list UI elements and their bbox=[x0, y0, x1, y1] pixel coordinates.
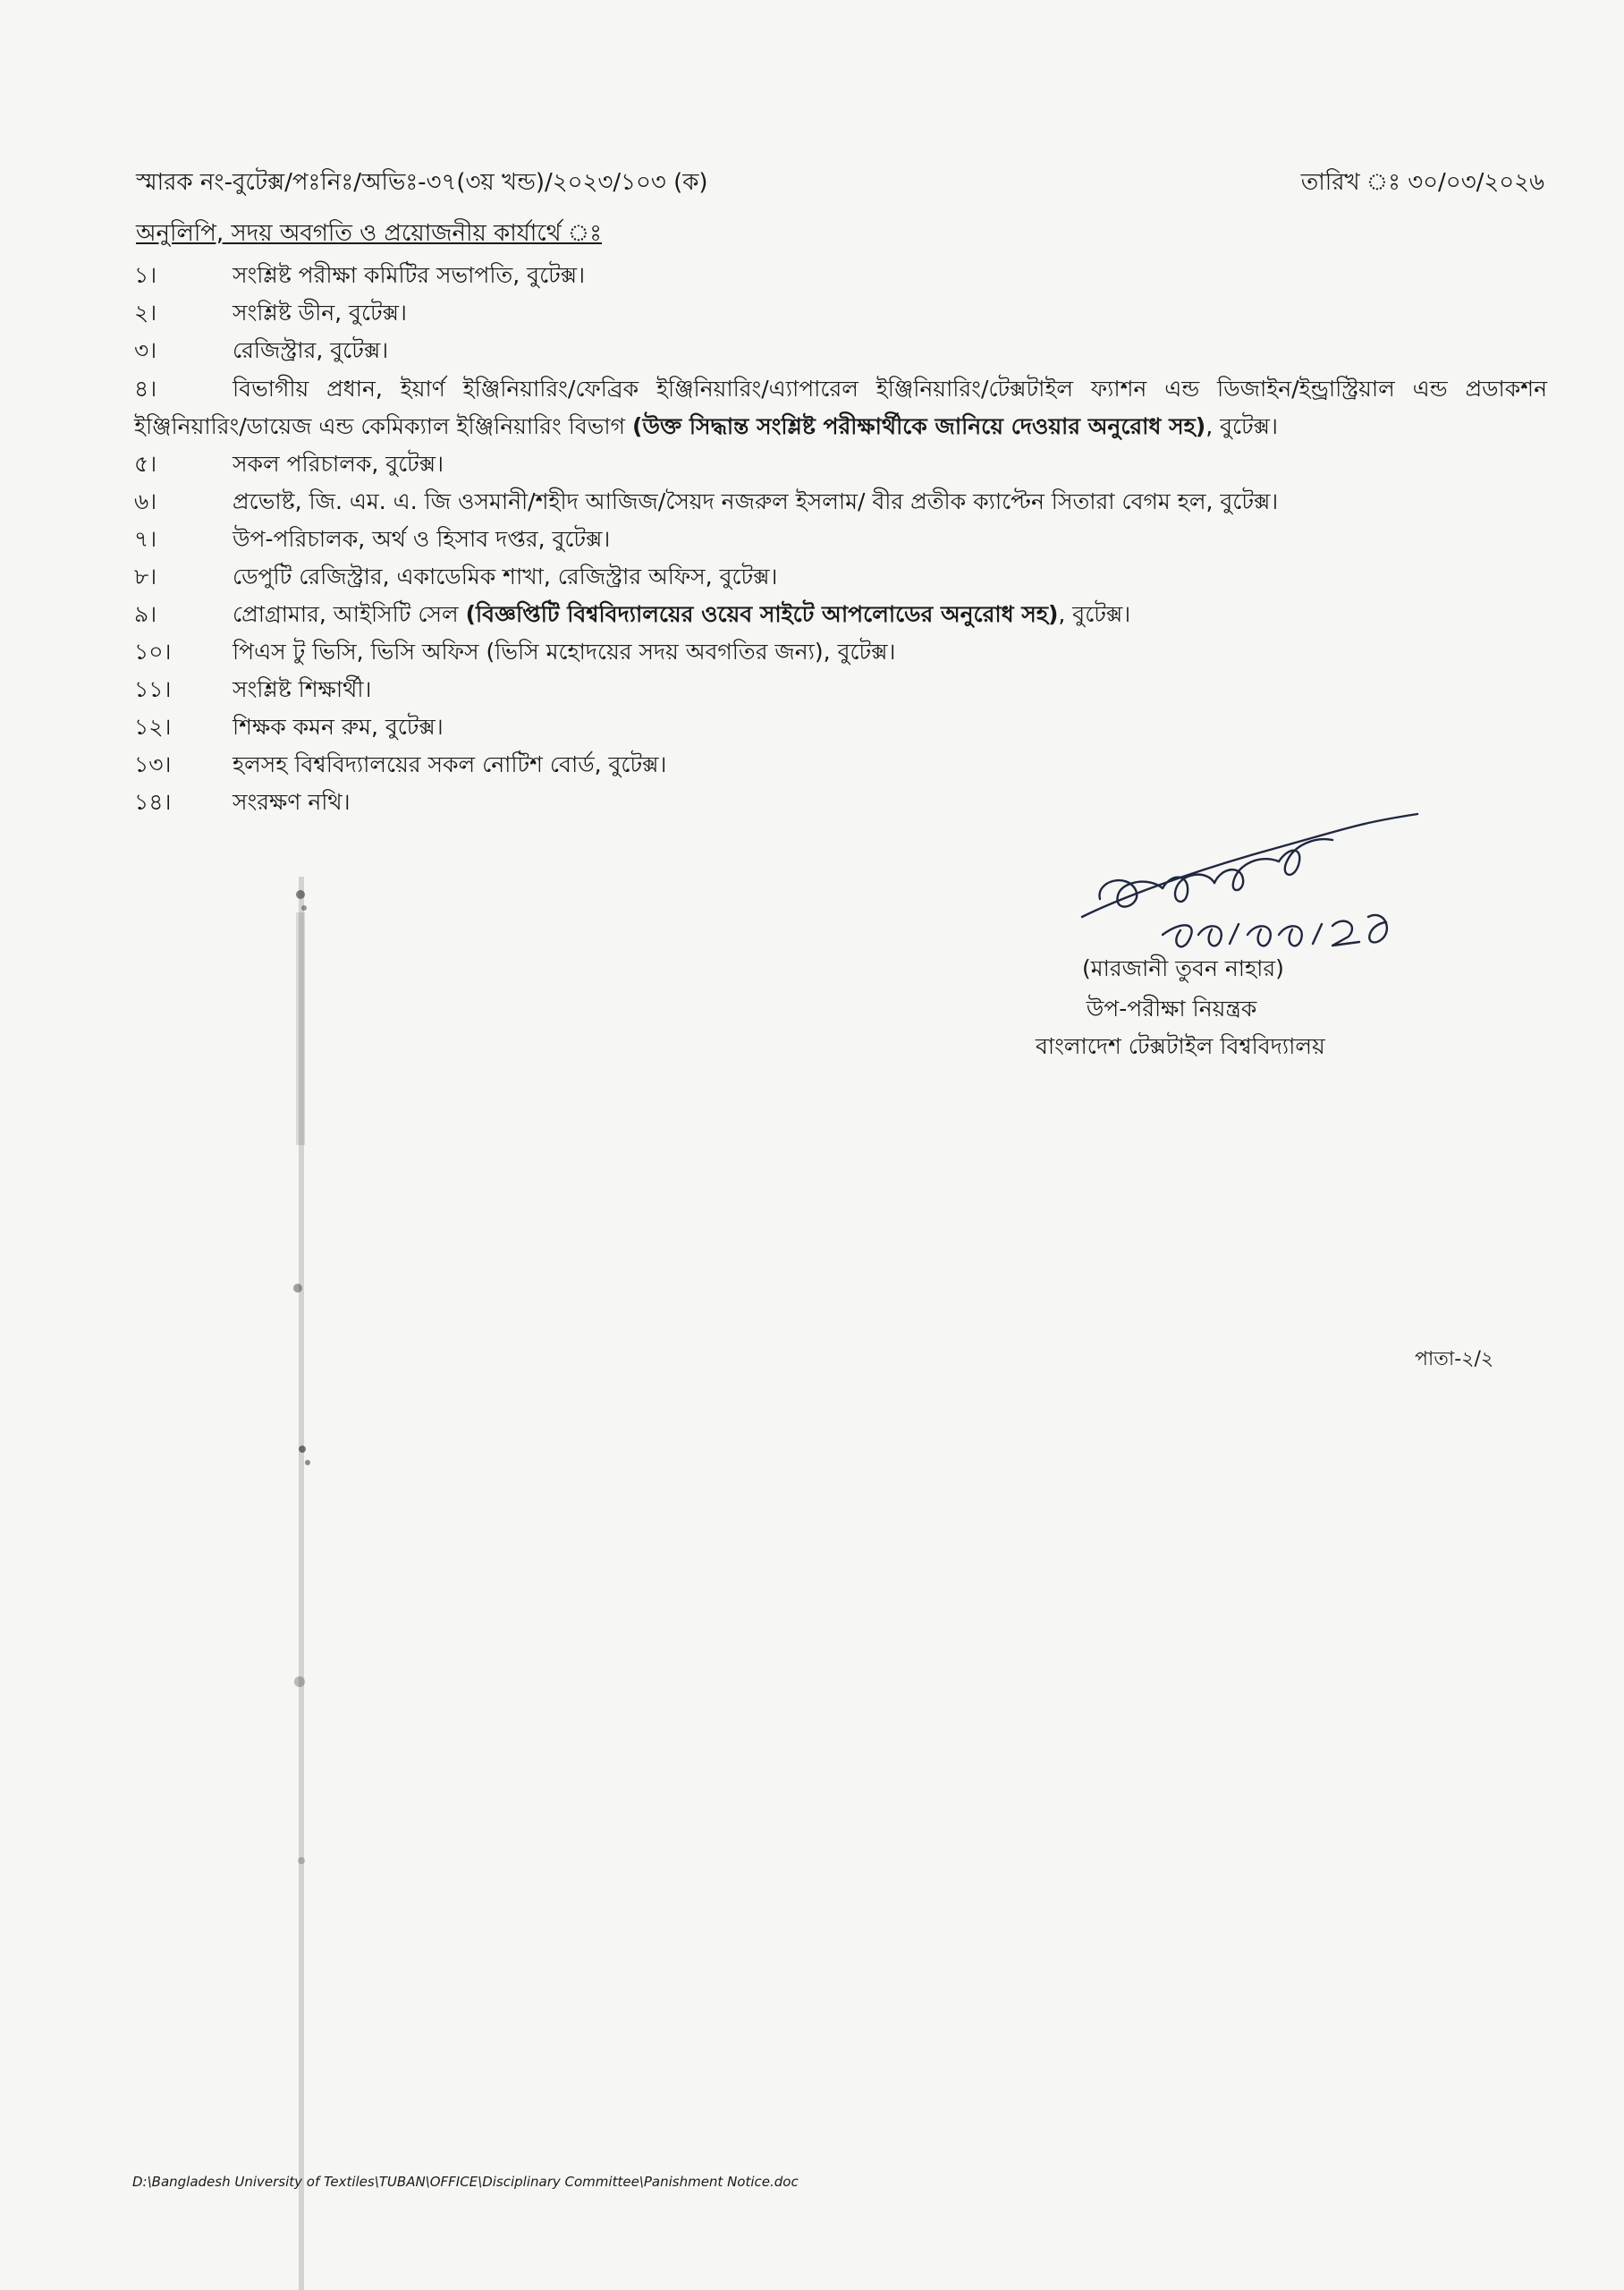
page-number: পাতা-২/২ bbox=[1415, 1348, 1494, 1370]
memo-date: তারিখ ঃ ৩০/০৩/২০২৬ bbox=[1300, 169, 1544, 196]
item-text: সংশ্লিষ্ট পরীক্ষা কমিটির সভাপতি, বুটেক্স। bbox=[233, 262, 586, 288]
item-text: শিক্ষক কমন রুম, বুটেক্স। bbox=[233, 714, 444, 740]
item-number: ৬। bbox=[134, 488, 157, 514]
item-number: ১। bbox=[134, 262, 157, 288]
list-item bbox=[134, 484, 1547, 521]
list-item bbox=[134, 295, 1547, 332]
list-item bbox=[134, 709, 1547, 746]
item-text: পিএস টু ভিসি, ভিসি অফিস (ভিসি মহোদয়ের সদয় অবগতির জন্য), বুটেক্স। bbox=[233, 639, 896, 665]
item-number: ১৪। bbox=[134, 789, 172, 815]
signatory-name: (মারজানী তুবন নাহার) bbox=[1082, 955, 1284, 981]
item-number: ৯। bbox=[134, 601, 157, 627]
list-item bbox=[134, 370, 1547, 445]
copy-to-heading: অনুলিপি, সদয় অবগতি ও প্রয়োজনীয় কার্যার্থে ঃ bbox=[136, 220, 602, 247]
item-text-bold: (বিজ্ঞপ্তিটি বিশ্ববিদ্যালয়ের ওয়েব সাইটে আপলোডের অনুরোধ সহ) bbox=[465, 601, 1059, 627]
list-item bbox=[134, 634, 1547, 671]
item-text: সংশ্লিষ্ট ডীন, বুটেক্স। bbox=[233, 300, 407, 326]
list-item bbox=[134, 672, 1547, 708]
list-item bbox=[134, 747, 1547, 784]
item-text: প্রভোষ্ট, জি. এম. এ. জি ওসমানী/শহীদ আজিজ/সৈয়দ নজরুল ইসলাম/ বীর প্রতীক ক্যাপ্টেন সিতারা বেগম হল, বুটেক্স। bbox=[233, 488, 1279, 514]
signatory-title: উপ-পরীক্ষা নিয়ন্ত্রক bbox=[1086, 996, 1257, 1022]
item-number: ১০। bbox=[134, 639, 172, 665]
item-number: ১২। bbox=[134, 714, 172, 740]
file-path-footer: D:\Bangladesh University of Textiles\TUBAN\OFFICE\Disciplinary Committee\Panishment Notice.doc bbox=[132, 2174, 799, 2190]
item-number: ১৩। bbox=[134, 751, 172, 777]
item-text: হলসহ বিশ্ববিদ্যালয়ের সকল নোটিশ বোর্ড, বুটেক্স। bbox=[233, 751, 667, 777]
item-number: ৭। bbox=[134, 526, 157, 552]
item-text: রেজিস্ট্রার, বুটেক্স। bbox=[233, 337, 389, 363]
memo-number: স্মারক নং-বুটেক্স/পঃনিঃ/অভিঃ-৩৭(৩য় খন্ড)/২০২৩/১০৩ (ক) bbox=[136, 169, 708, 196]
item-text: সকল পরিচালক, বুটেক্স। bbox=[233, 451, 444, 477]
list-item bbox=[134, 333, 1547, 369]
memo-header bbox=[136, 164, 1544, 199]
item-number: ১১। bbox=[134, 676, 172, 702]
copy-to-list bbox=[134, 258, 1547, 822]
item-text-after: , বুটেক্স। bbox=[1205, 413, 1278, 439]
list-item bbox=[134, 258, 1547, 294]
item-number: ২। bbox=[134, 300, 157, 326]
item-text: সংশ্লিষ্ট শিক্ষার্থী। bbox=[233, 676, 372, 702]
item-number: ৩। bbox=[134, 337, 157, 363]
item-number: ৮। bbox=[134, 564, 157, 589]
list-item bbox=[134, 522, 1547, 558]
item-number: ৫। bbox=[134, 451, 157, 477]
item-text: প্রোগ্রামার, আইসিটি সেল bbox=[233, 601, 466, 627]
item-text: সংরক্ষণ নথি। bbox=[233, 789, 351, 815]
signatory-organization: বাংলাদেশ টেক্সটাইল বিশ্ববিদ্যালয় bbox=[1036, 1033, 1325, 1059]
item-text: ডেপুটি রেজিস্ট্রার, একাডেমিক শাখা, রেজিস্ট্রার অফিস, বুটেক্স। bbox=[233, 564, 778, 589]
item-text: বিভাগীয় প্রধান, ইয়ার্ণ ইঞ্জিনিয়ারিং/ফেব্রিক ইঞ্জিনিয়ারিং/এ্যাপারেল ইঞ্জিনিয়ারিং/টেক্সটাইল ফ্যাশন এন্ড ডিজাইন/ইন্ড্রাস্ট্রিয়াল এন্ড প্রডাকশন ইঞ্জিনিয়ারিং/ডায়েজ এন্ড কেমিক্যাল ইঞ্জিনিয়ারিং বিভাগ bbox=[134, 376, 1547, 439]
item-number: ৪। bbox=[134, 376, 157, 402]
list-item bbox=[134, 446, 1547, 483]
scan-streak-decoration bbox=[268, 877, 340, 2290]
list-item bbox=[134, 597, 1547, 633]
signature-block bbox=[1011, 810, 1440, 1060]
list-item bbox=[134, 559, 1547, 596]
item-text-bold: (উক্ত সিদ্ধান্ত সংশ্লিষ্ট পরীক্ষার্থীকে জানিয়ে দেওয়ার অনুরোধ সহ) bbox=[632, 413, 1206, 439]
item-text: উপ-পরিচালক, অর্থ ও হিসাব দপ্তর, বুটেক্স। bbox=[233, 526, 611, 552]
item-text-after: , বুটেক্স। bbox=[1058, 601, 1131, 627]
